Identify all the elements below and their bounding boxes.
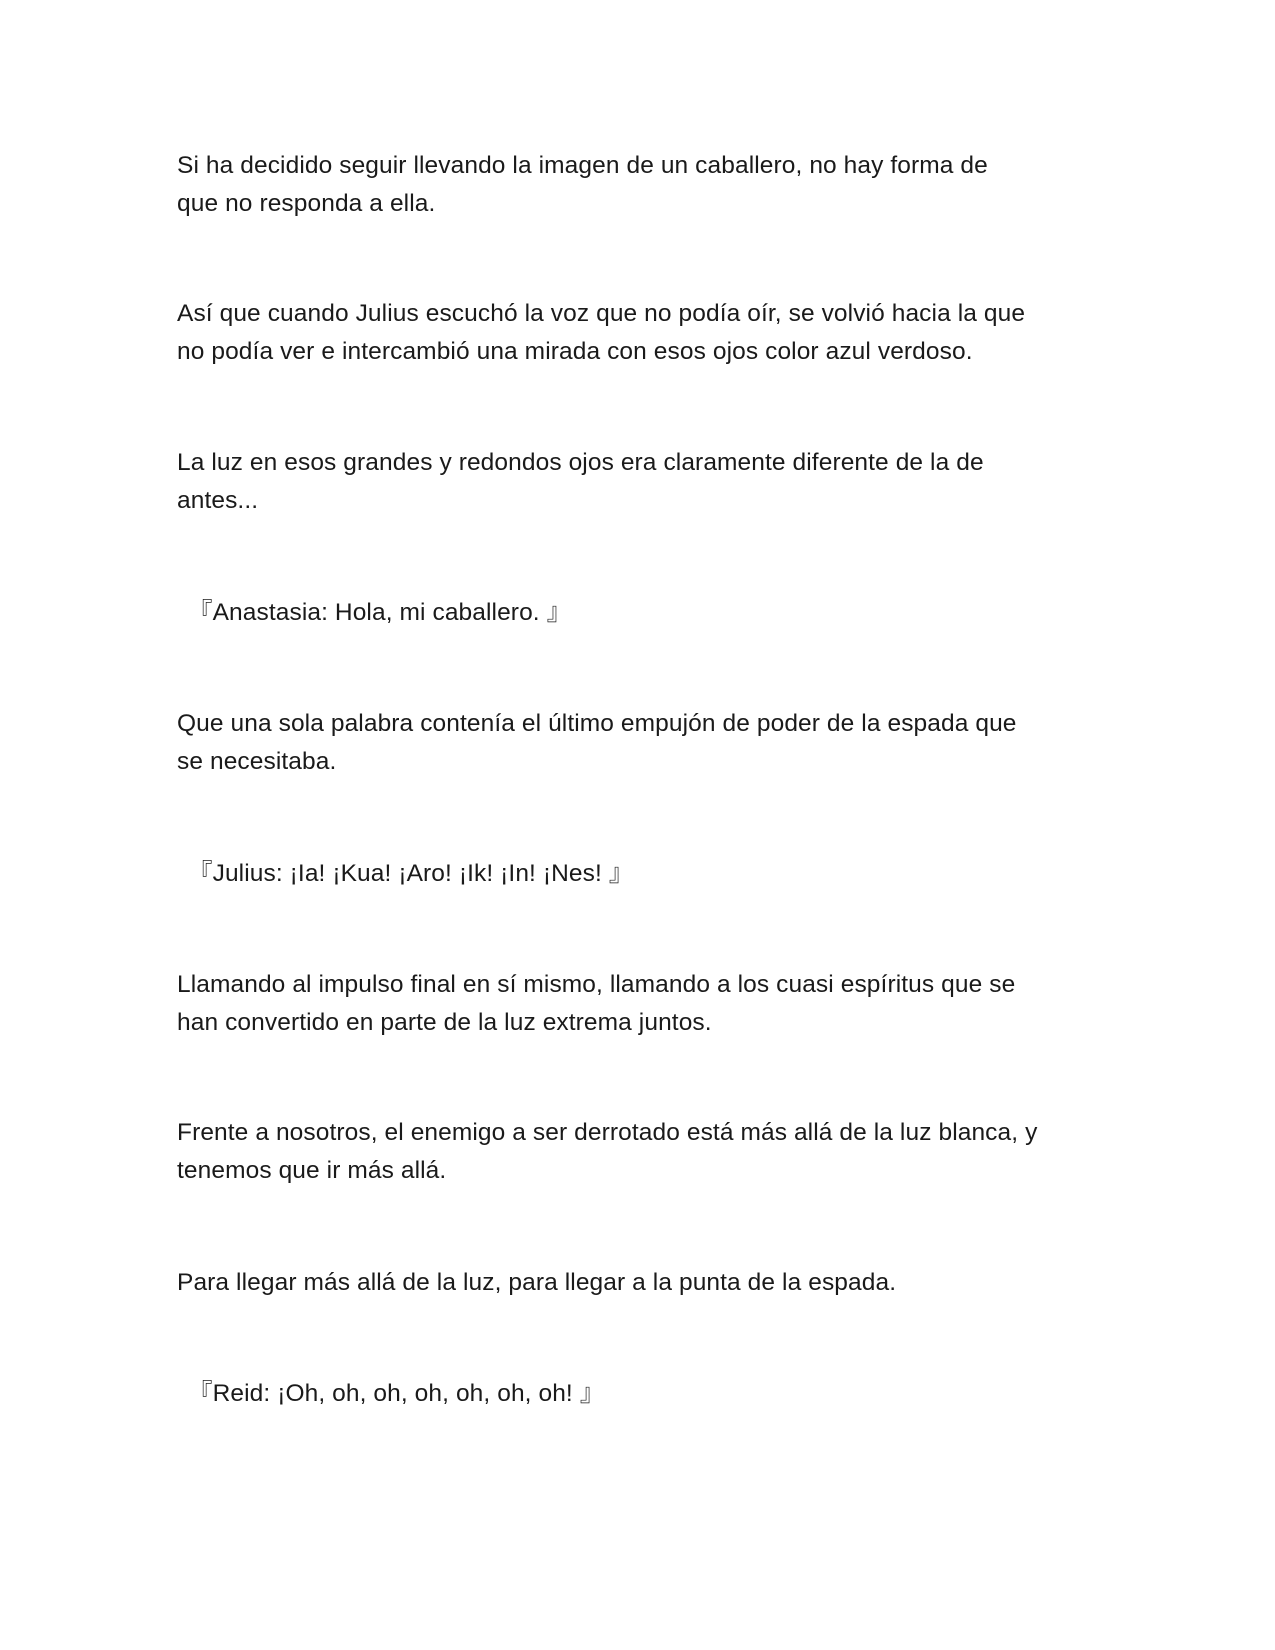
paragraph-3: La luz en esos grandes y redondos ojos era claramente diferente de la de antes... [177,449,984,514]
dialogue-reid: 『Reid: ¡Oh, oh, oh, oh, oh, oh, oh! 』 [188,1380,605,1407]
paragraph-5: Llamando al impulso final en sí mismo, llamando a los cuasi espíritus que se han convertido en parte de la luz extrema juntos. [177,971,1016,1036]
paragraph-4: Que una sola palabra contenía el último empujón de poder de la espada que se necesitaba. [177,710,1017,775]
dialogue-julius: 『Julius: ¡Ia! ¡Kua! ¡Aro! ¡Ik! ¡In! ¡Nes! 』 [188,860,634,887]
paragraph-6: Frente a nosotros, el enemigo a ser derrotado está más allá de la luz blanca, y tenemos que ir más allá. [177,1119,1038,1184]
paragraph-1: Si ha decidido seguir llevando la imagen de un caballero, no hay forma de que no responda a ella. [177,152,988,217]
paragraph-7: Para llegar más allá de la luz, para llegar a la punta de la espada. [177,1269,897,1296]
paragraph-2: Así que cuando Julius escuchó la voz que no podía oír, se volvió hacia la que no podía ver e intercambió una mirada con esos ojos color azul verdoso. [177,300,1026,365]
dialogue-anastasia: 『Anastasia: Hola, mi caballero. 』 [188,599,572,626]
